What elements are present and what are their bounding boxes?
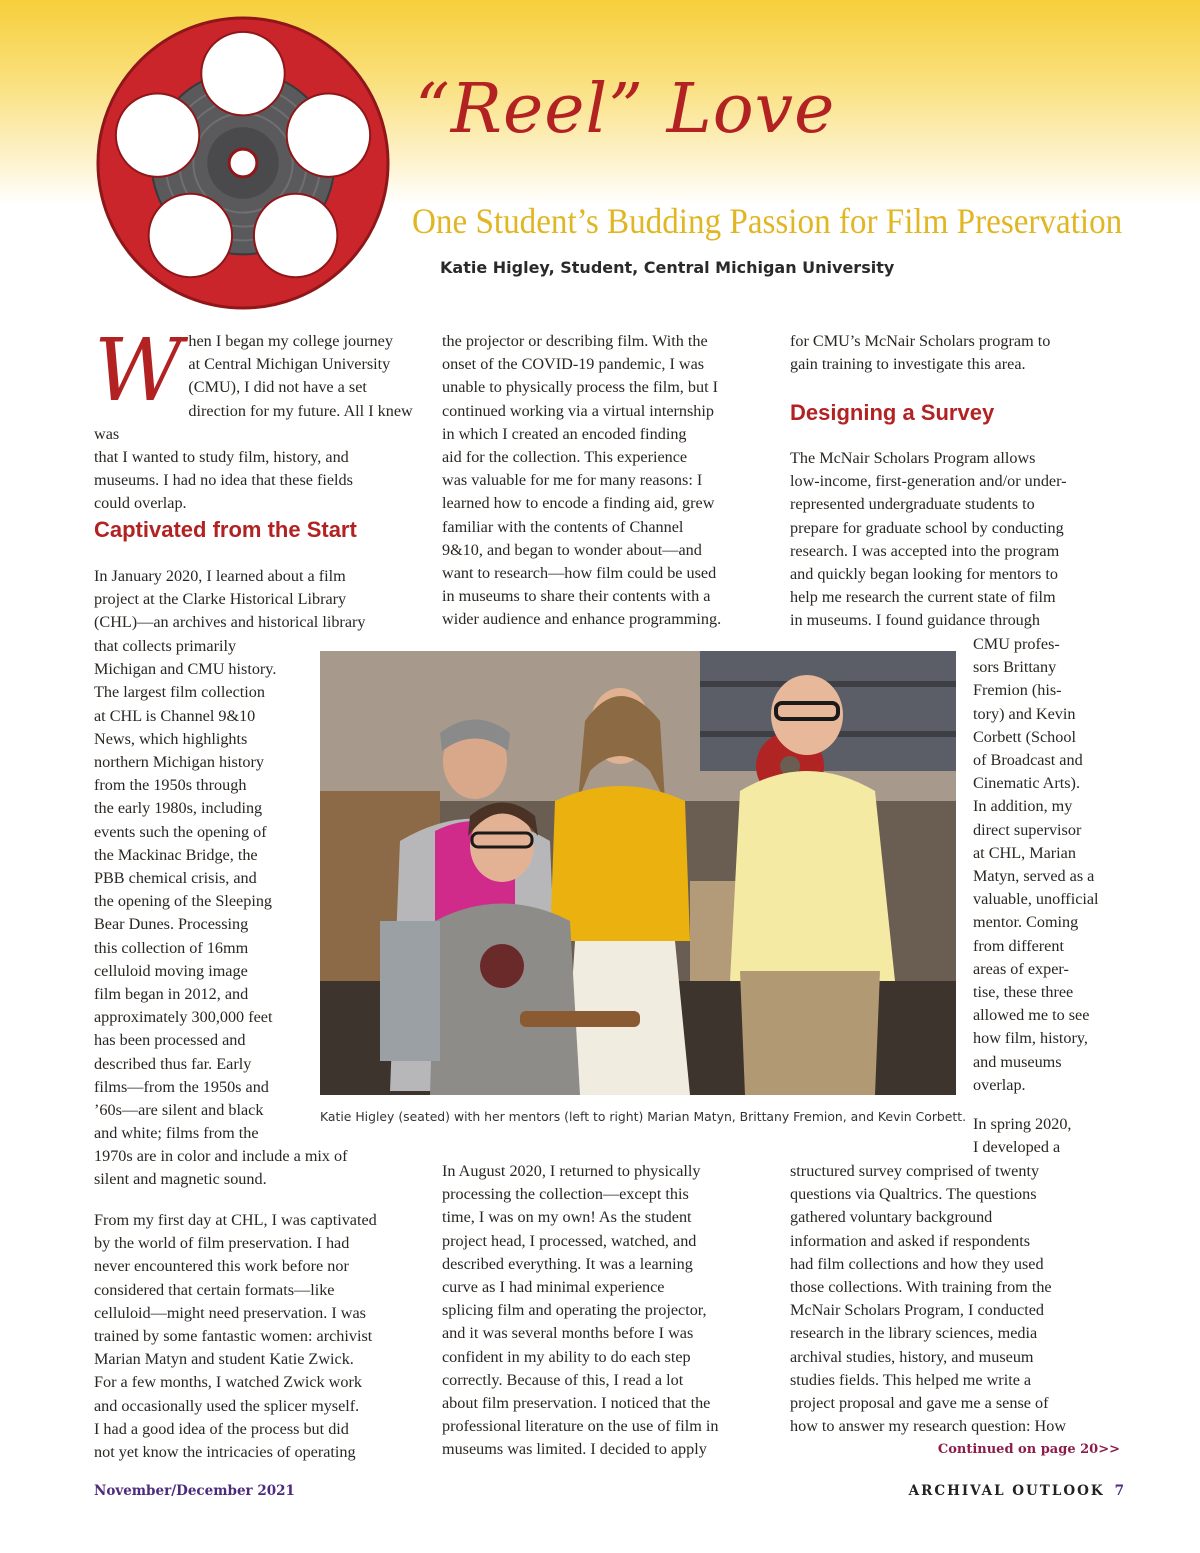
paragraph-january-end: 1970s are in color and include a mix of silent and magnetic sound. <box>94 1147 348 1189</box>
paragraph-spring: structured survey comprised of twenty questions via Qualtrics. The questions gathered voluntary background information and asked if respondents had film collections and how they used those collections. With training from the McNair Scholars Program, I conducted research in the library sciences, media archival studies, history, and museum studies fields. This helped me write a project proposal and gave me a sense of how to answer my research question: How <box>790 1162 1067 1436</box>
section-heading-captivated: Captivated from the Start <box>94 517 357 542</box>
film-reel-icon <box>94 14 392 312</box>
author-byline: Katie Higley, Student, Central Michigan University <box>440 258 895 277</box>
drop-cap: W <box>94 321 183 421</box>
paragraph-mcnair-wrap: CMU profes- sors Brittany Fremion (his- tory) and Kevin Corbett (School of Broadcast and Cinematic Arts). In addition, my direct supervisor at CHL, Marian Matyn, served as a valuable, unofficial mentor. Coming from different areas of exper- tise, these three allowed me to see how film, history, and museums overlap. <box>973 635 1099 1094</box>
paragraph-first-day: From my first day at CHL, I was captivated by the world of film preservation. I had never encountered this work before nor considered that certain formats—like celluloid—might need preservation. I was trained by some fantastic women: archivist Marian Matyn and student Katie Zwick. For a few months, I watched Zwick work and occasionally used the splicer myself. I had a good idea of the process but did not yet know the intricacies of operating <box>94 1211 377 1462</box>
continued-link[interactable]: Continued on page 20>> <box>937 1442 1120 1457</box>
magazine-name: ARCHIVAL OUTLOOK <box>908 1483 1105 1499</box>
mentors-photo <box>320 651 956 1095</box>
paragraph-mcnair: The McNair Scholars Program allows low-income, first-generation and/or under- represented undergraduate students to prepare for graduate school by conducting research. I was accepted into the program and quickly began looking for mentors to help me research the current state of film in museums. I found guidance through <box>790 449 1067 630</box>
paragraph-august: In August 2020, I returned to physically processing the collection—except this time, I was on my own! As the student project head, I processed, watched, and described everything. It was a learning curve as I had minimal experience splicing film and operating the projector, and it was several months before I was confident in my ability to do each step correctly. Because of this, I read a lot about film preservation. I noticed that the professional literature on the use of film in museums was limited. I decided to apply <box>442 1162 719 1459</box>
issue-date: November/December 2021 <box>94 1483 295 1499</box>
paragraph-spring-wrap: In spring 2020, I developed a <box>973 1115 1072 1157</box>
page-number: 7 <box>1114 1483 1124 1499</box>
column-1-top <box>94 321 424 516</box>
intro-paragraph: W hen I began my college journey at Central Michigan University (CMU), I did not have a set direction for my future. All I knew was that I wanted to study film, history, and museums. I had no idea that these fields could overlap. <box>94 321 413 513</box>
article-subtitle: One Student’s Budding Passion for Film Preservation <box>412 201 1123 241</box>
section-heading-survey: Designing a Survey <box>790 400 995 425</box>
article-title: “Reel” Love <box>415 70 836 149</box>
column-3-top: for CMU’s McNair Scholars program to gain training to investigate this area. <box>790 332 1051 374</box>
footer-masthead <box>909 1483 1124 1499</box>
photo-illustration <box>320 651 956 1095</box>
paragraph-january: In January 2020, I learned about a film project at the Clarke Historical Library (CHL)—an archives and historical library <box>94 567 366 632</box>
column-2-top: the projector or describing film. With the onset of the COVID-19 pandemic, I was unable to physically process the film, but I continued working via a virtual internship in which I created an encoded finding aid for the collection. This experience was valuable for me for many reasons: I learned how to encode a finding aid, grew familiar with the contents of Channel 9&10, and began to wonder about—and want to research—how film could be used in museums to share their contents with a wider audience and enhance programming. <box>442 332 722 629</box>
photo-caption: Katie Higley (seated) with her mentors (left to right) Marian Matyn, Brittany Fremion, and Kevin Corbett. <box>320 1109 967 1124</box>
paragraph-january-wrap: that collects primarily Michigan and CMU history. The largest film collection at CHL is Channel 9&10 News, which highlights northern Michigan history from the 1950s through the early 1980s, including events such the opening of the Mackinac Bridge, the PBB chemical crisis, and the opening of the Sleeping Bear Dunes. Processing this collection of 16mm celluloid moving image film began in 2012, and approximately 300,000 feet has been processed and described thus far. Early films—from the 1950s and ’60s—are silent and black and white; films from the <box>94 637 277 1143</box>
